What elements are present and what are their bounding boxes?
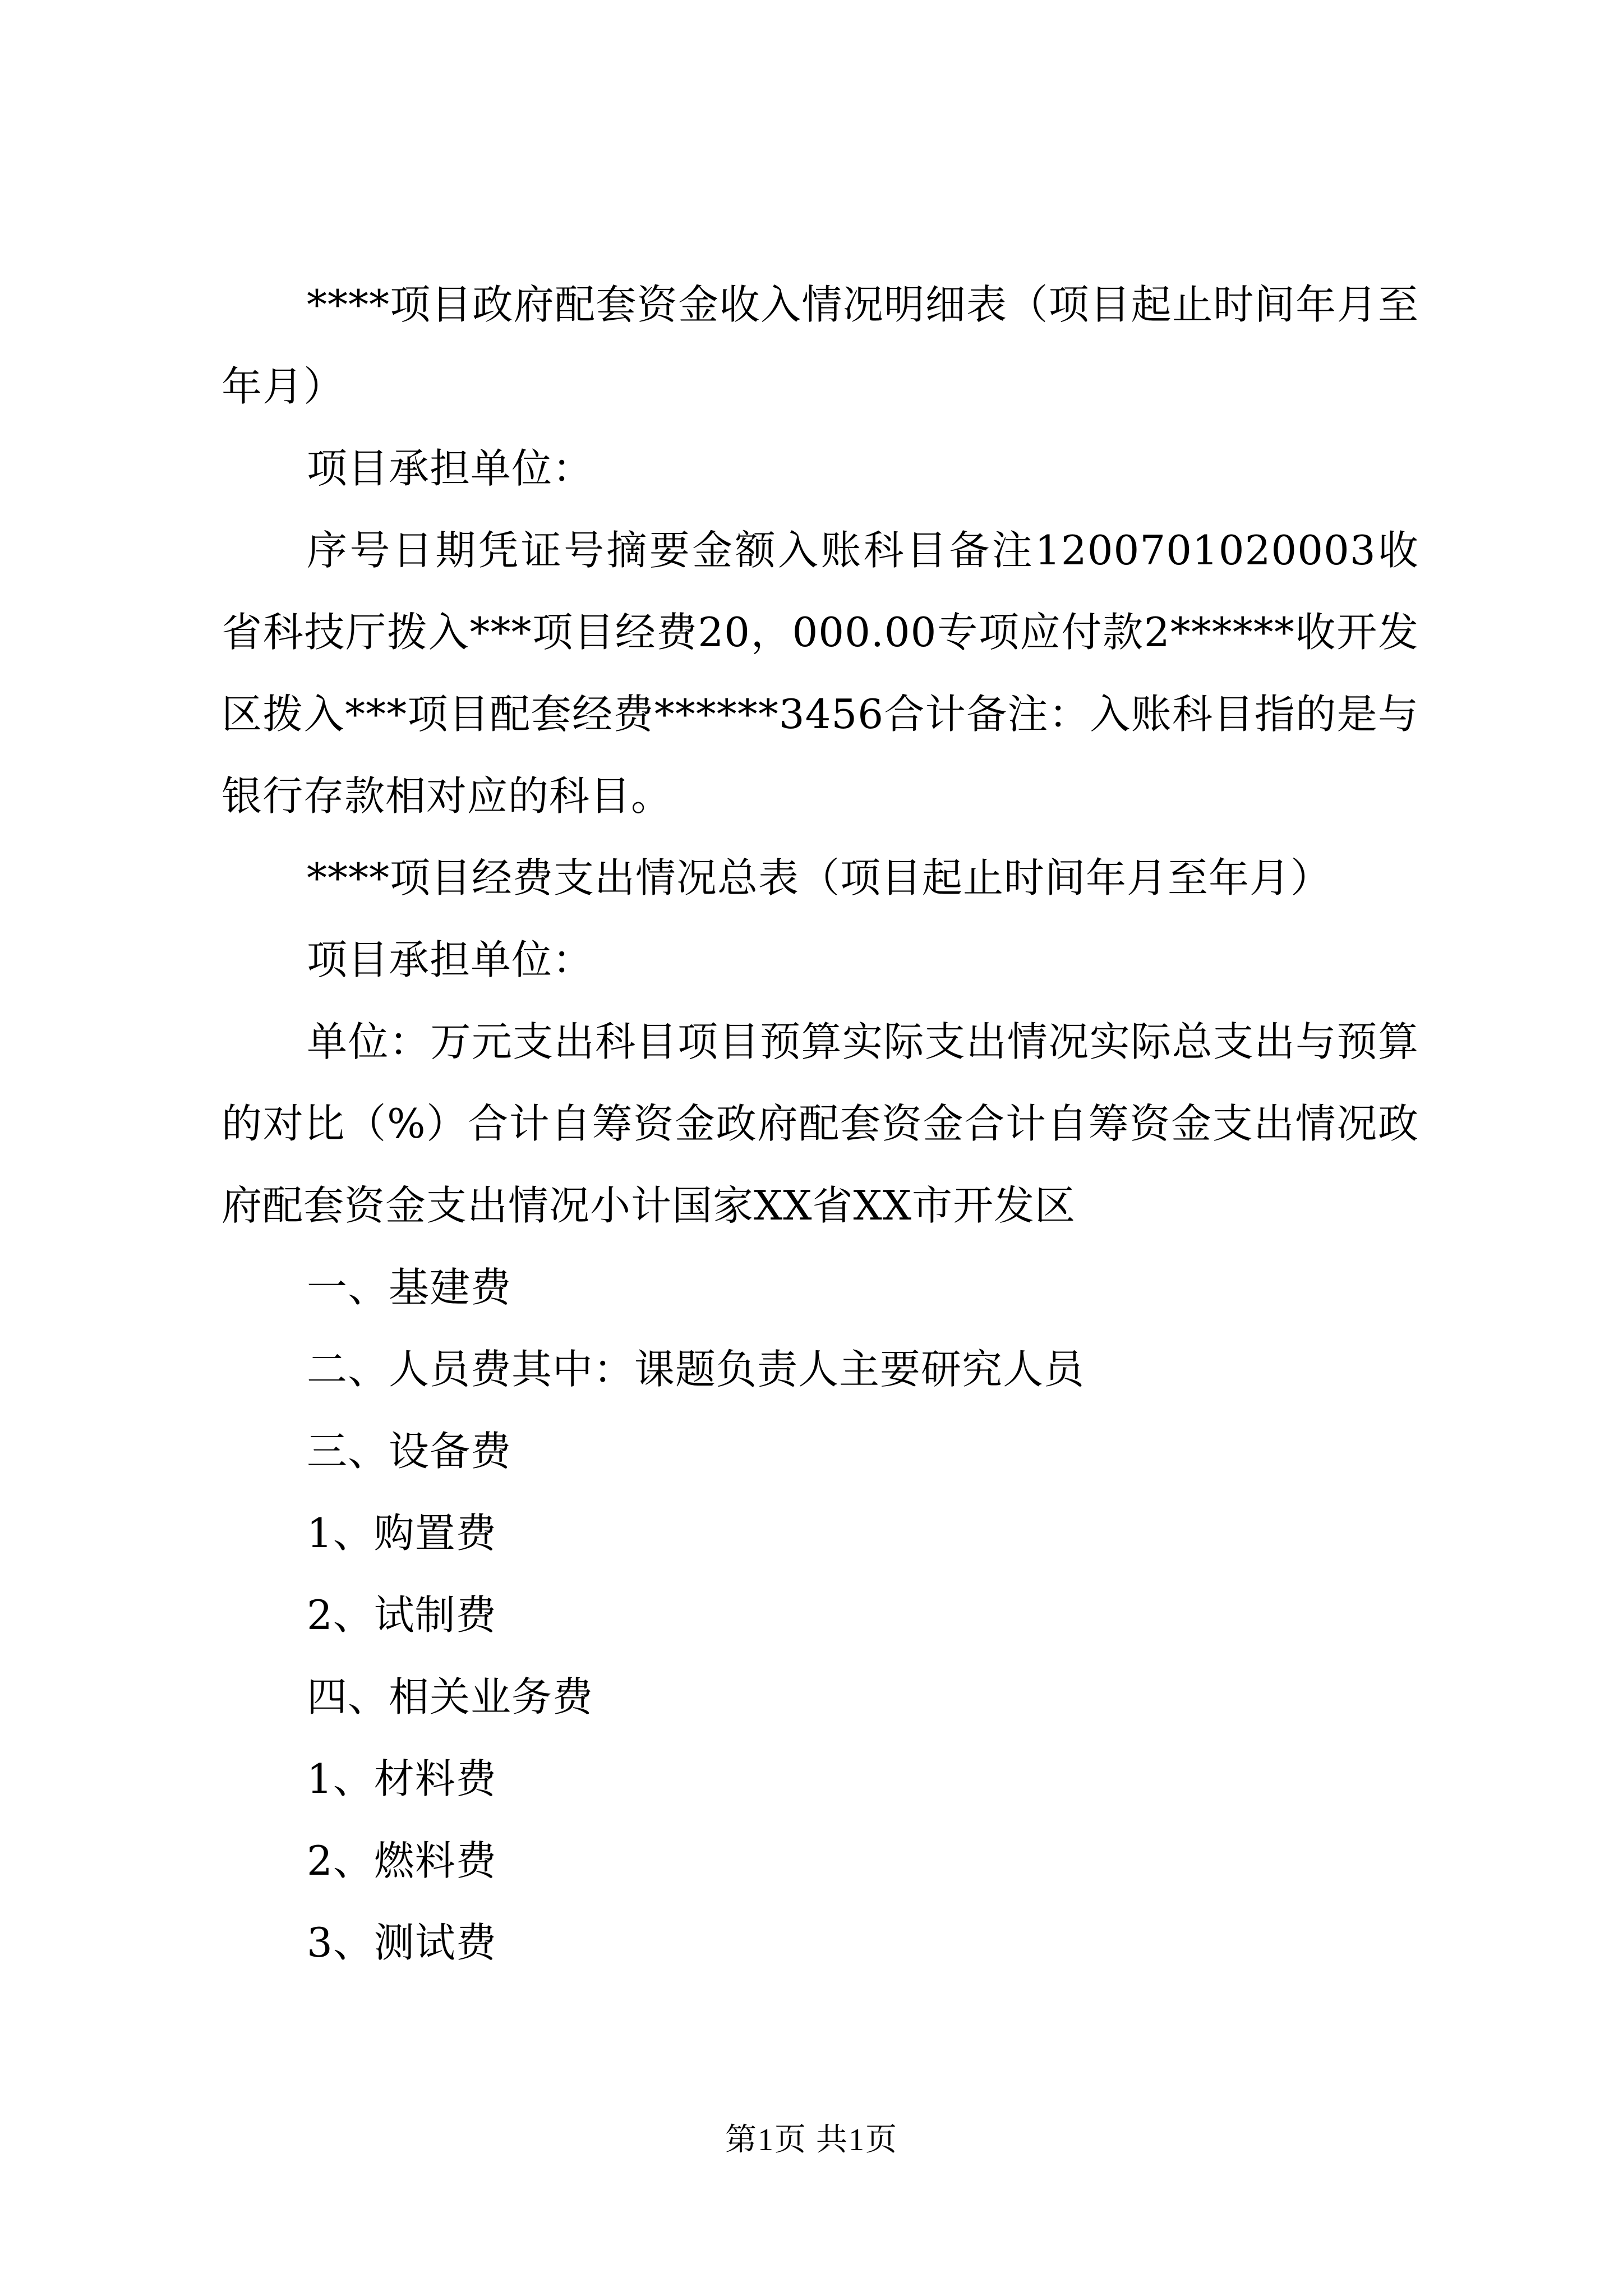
list-item: 一、基建费 — [307, 1264, 512, 1311]
page-number-footer: 第1页 共1页 — [725, 2123, 898, 2157]
document-body — [222, 264, 1419, 1984]
list-item: 3、测试费 — [307, 1919, 497, 1966]
list-item: 2、燃料费 — [307, 1837, 497, 1884]
list-item: 2、试制费 — [307, 1591, 497, 1639]
list-item: 1、购置费 — [307, 1510, 497, 1557]
undertaking-unit-label-2: 项目承担单位： — [307, 936, 594, 983]
list-item: 1、材料费 — [307, 1755, 497, 1802]
list-item: 二、人员费其中：课题负责人主要研究人员 — [307, 1346, 1085, 1393]
income-table-title: ****项目政府配套资金收入情况明细表（项目起止时间年月至年月） — [222, 281, 1419, 410]
income-table-content: 序号日期凭证号摘要金额入账科目备注1200701020003收省科技厅拨入***项目经费20，000.00专项应付款2******收开发区拨入***项目配套经费******3456合计备注：入账科目指的是与银行存款相对应的科目。 — [222, 527, 1419, 820]
undertaking-unit-label: 项目承担单位： — [307, 445, 594, 492]
list-item: 四、相关业务费 — [307, 1673, 594, 1720]
list-item: 三、设备费 — [307, 1428, 512, 1475]
expense-table-title: ****项目经费支出情况总表（项目起止时间年月至年月） — [307, 854, 1332, 901]
expense-table-header: 单位：万元支出科目项目预算实际支出情况实际总支出与预算的对比（%）合计自筹资金政府配套资金合计自筹资金支出情况政府配套资金支出情况小计国家XX省XX市开发区 — [222, 1018, 1419, 1229]
